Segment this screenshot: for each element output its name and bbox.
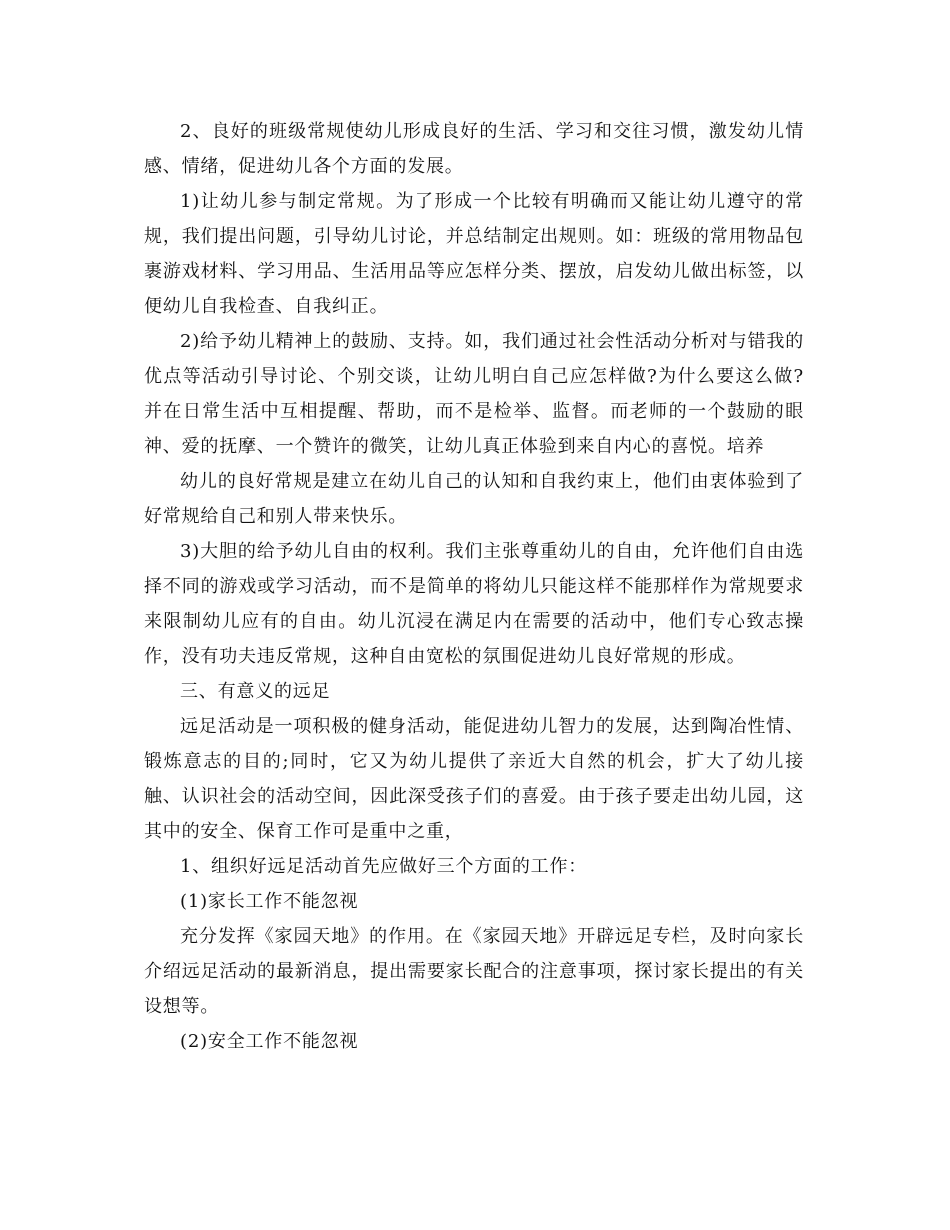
paragraph-2: 1)让幼儿参与制定常规。为了形成一个比较有明确而又能让幼儿遵守的常规，我们提出问题，引导幼儿讨论，并总结制定出规则。如：班级的常用物品包裹游戏材料、学习用品、生活用品等应怎样分类、摆放，启发幼儿做出标签，以便幼儿自我检查、自我纠正。 (144, 191, 804, 317)
document-body (144, 114, 804, 1059)
paragraph-1: 2、良好的班级常规使幼儿形成良好的生活、学习和交往习惯，激发幼儿情感、情绪，促进幼儿各个方面的发展。 (144, 121, 804, 177)
paragraph-8: 1、组织好远足活动首先应做好三个方面的工作： (180, 856, 588, 877)
paragraph-10: 充分发挥《家园天地》的作用。在《家园天地》开辟远足专栏，及时向家长介绍远足活动的最新消息，提出需要家长配合的注意事项，探讨家长提出的有关设想等。 (144, 926, 804, 1017)
paragraph-4: 幼儿的良好常规是建立在幼儿自己的认知和自我约束上，他们由衷体验到了好常规给自己和别人带来快乐。 (144, 471, 804, 527)
paragraph-7: 远足活动是一项积极的健身活动，能促进幼儿智力的发展，达到陶冶性情、锻炼意志的目的;同时，它又为幼儿提供了亲近大自然的机会，扩大了幼儿接触、认识社会的活动空间，因此深受孩子们的喜爱。由于孩子要走出幼儿园，这其中的安全、保育工作可是重中之重， (144, 716, 804, 842)
paragraph-5: 3)大胆的给予幼儿自由的权利。我们主张尊重幼儿的自由，允许他们自由选择不同的游戏或学习活动，而不是简单的将幼儿只能这样不能那样作为常规要求来限制幼儿应有的自由。幼儿沉浸在满足内在需要的活动中，他们专心致志操作，没有功夫违反常规，这种自由宽松的氛围促进幼儿良好常规的形成。 (144, 541, 804, 667)
subheading-1: (1)家长工作不能忽视 (180, 891, 359, 912)
paragraph-3: 2)给予幼儿精神上的鼓励、支持。如，我们通过社会性活动分析对与错我的优点等活动引导讨论、个别交谈，让幼儿明白自己应怎样做?为什么要这么做?并在日常生活中互相提醒、帮助，而不是检举、监督。而老师的一个鼓励的眼神、爱的抚摩、一个赞许的微笑，让幼儿真正体验到来自内心的喜悦。培养 (144, 331, 804, 457)
subheading-2: (2)安全工作不能忽视 (180, 1031, 359, 1052)
section-heading: 三、有意义的远足 (180, 681, 331, 702)
